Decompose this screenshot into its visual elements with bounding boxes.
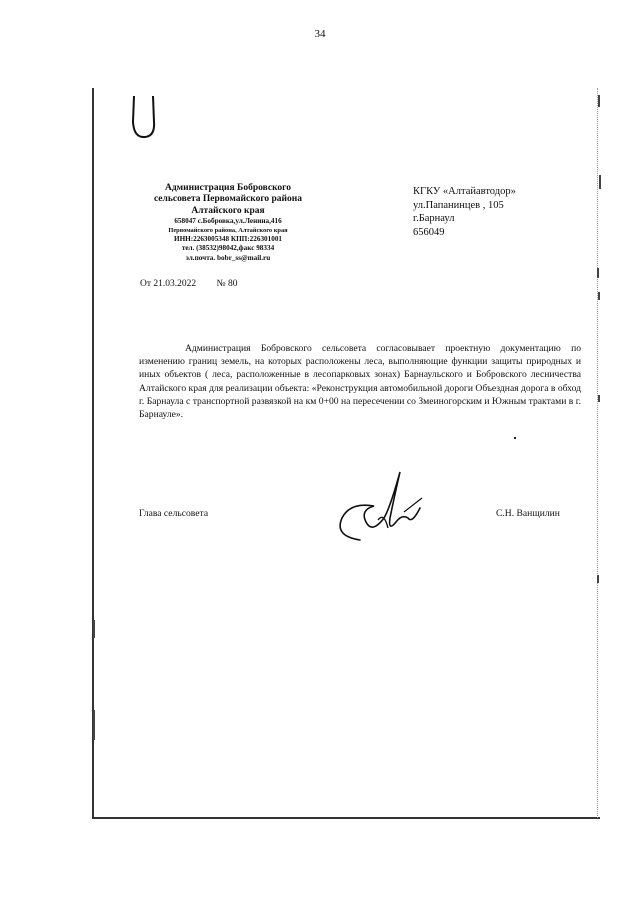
sender-address-line: эл.почта. bobr_ss@mail.ru xyxy=(185,253,271,262)
handwritten-mark xyxy=(128,92,162,144)
frame-left-border xyxy=(92,88,94,818)
signatory-name: С.Н. Ванщилин xyxy=(496,508,560,519)
frame-right-border xyxy=(597,88,599,818)
sender-address-line: Первомайского района, Алтайского края xyxy=(168,226,288,234)
margin-mark xyxy=(93,710,95,740)
margin-mark xyxy=(598,292,600,300)
letter-number: № 80 xyxy=(216,279,238,289)
page-number: 34 xyxy=(314,28,326,40)
recipient-line: 656049 xyxy=(413,226,445,238)
sender-org-line: сельсовета Первомайского района xyxy=(153,194,303,205)
signatory-title: Глава сельсовета xyxy=(139,508,209,519)
date-line xyxy=(140,279,237,289)
recipient-block xyxy=(413,185,593,240)
sender-org-line: Алтайского края xyxy=(191,205,265,216)
sender-address-line: тел. (38532)98042,факс 98334 xyxy=(181,244,275,253)
margin-mark xyxy=(597,268,599,278)
recipient-line: КГКУ «Алтайавтодор» xyxy=(413,186,516,197)
sender-address-line: ИНН:2263005348 КПП:226301001 xyxy=(173,234,283,243)
recipient-line: г.Барнаул xyxy=(413,213,455,225)
margin-mark xyxy=(598,95,600,107)
frame-bottom-border xyxy=(92,817,600,819)
sender-address-line: 658047 с.Бобровка,ул.Ленина,416 xyxy=(174,217,282,226)
margin-mark xyxy=(93,620,95,638)
sender-org-line: Администрация Бобровского xyxy=(164,183,292,193)
letter-body xyxy=(139,342,581,421)
handwritten-signature xyxy=(330,468,430,548)
letter-body-text: Администрация Бобровского сельсовета согласовывает проектную документацию по изменению границ земель, на которых расположены леса, выполняющие функции защиты природных и иных объектов ( леса, расположенные в лесопарковых зонах) Барнаульского и Бобровского лесничества Алтайского края для реализации объекта: «Реконструкция автомобильной дороги Объездная дорога в обход г. Барнаула с транспортной развязкой на км 0+00 на пересечении со Змеиногорским и Южным трактами в г. Барнауле». xyxy=(139,343,581,421)
sender-block xyxy=(108,183,348,263)
margin-mark xyxy=(597,575,599,583)
letter-date: От 21.03.2022 xyxy=(140,279,197,289)
margin-mark xyxy=(599,175,601,189)
recipient-line: ул.Папанинцев , 105 xyxy=(413,199,504,211)
margin-mark xyxy=(598,395,600,402)
scan-dot xyxy=(514,437,516,439)
